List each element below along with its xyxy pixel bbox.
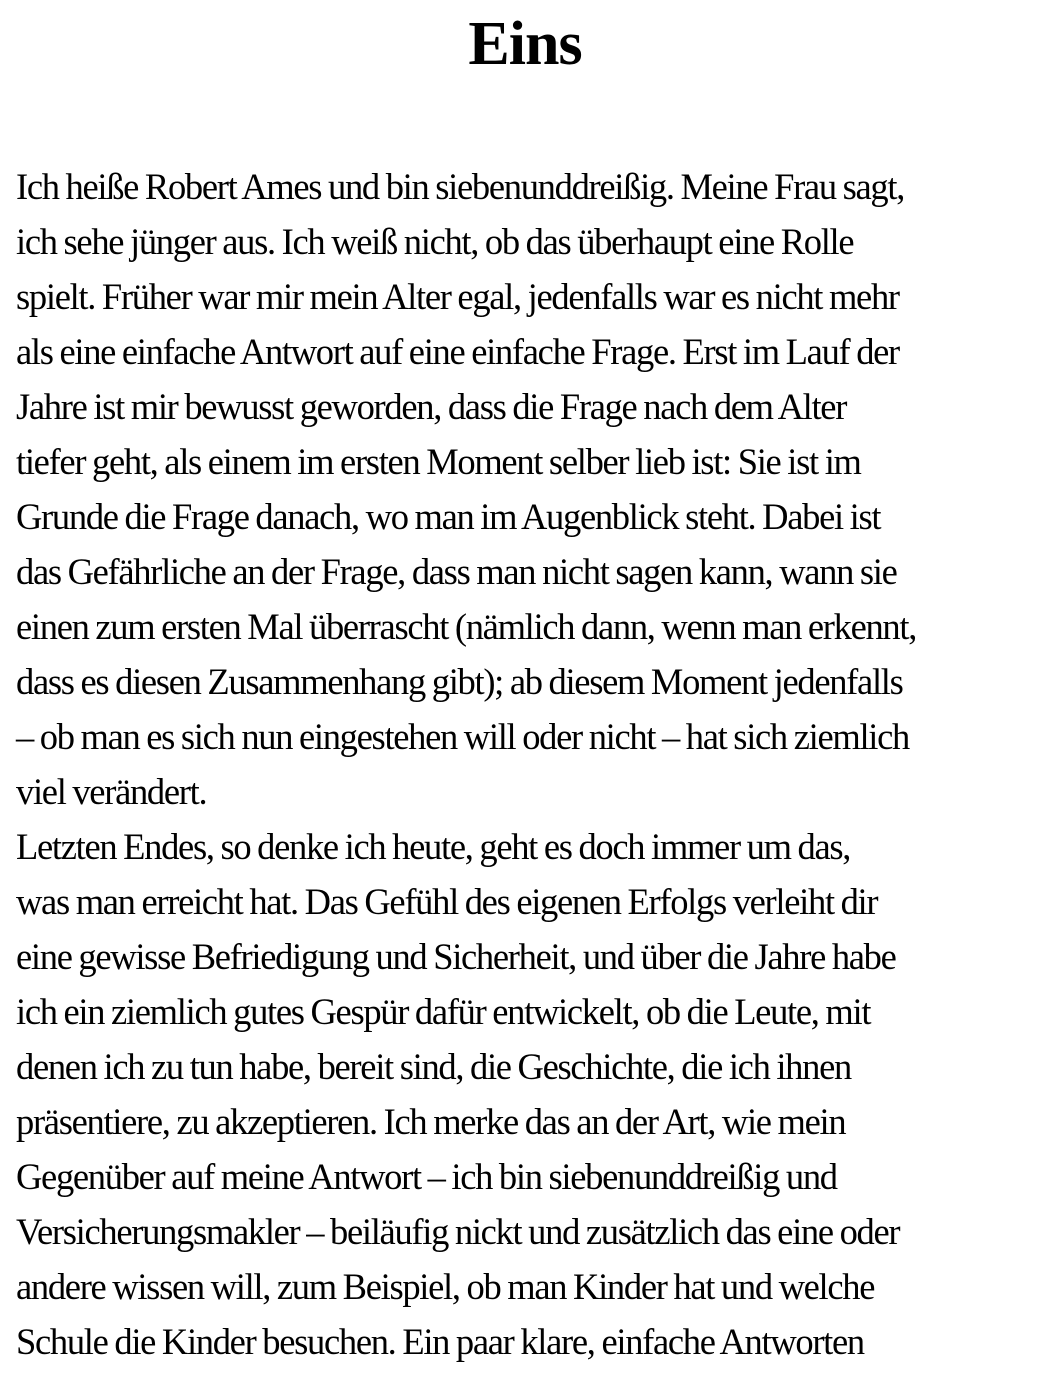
text-line: das Gefährliche an der Frage, dass man nicht sagen kann, wann sie — [16, 551, 897, 592]
text-line: Grunde die Frage danach, wo man im Augenblick steht. Dabei ist — [16, 496, 881, 537]
body-text — [16, 159, 1036, 1369]
text-line: was man erreicht hat. Das Gefühl des eigenen Erfolgs verleiht dir — [16, 881, 878, 922]
text-line: Ich heiße Robert Ames und bin siebenunddreißig. Meine Frau sagt, — [16, 166, 905, 207]
text-line: tiefer geht, als einem im ersten Moment selber lieb ist: Sie ist im — [16, 441, 861, 482]
text-line: eine gewisse Befriedigung und Sicherheit, und über die Jahre habe — [16, 936, 896, 977]
text-line: präsentiere, zu akzeptieren. Ich merke das an der Art, wie mein — [16, 1101, 846, 1142]
text-line: ich ein ziemlich gutes Gespür dafür entwickelt, ob die Leute, mit — [16, 991, 871, 1032]
text-line: einen zum ersten Mal überrascht (nämlich dann, wenn man erkennt, — [16, 606, 917, 647]
text-line: Gegenüber auf meine Antwort – ich bin siebenunddreißig und — [16, 1156, 837, 1197]
chapter-title: Eins — [468, 10, 582, 78]
text-line: viel verändert. — [16, 771, 207, 812]
text-line: dass es diesen Zusammenhang gibt); ab diesem Moment jedenfalls — [16, 661, 903, 702]
text-line: Letzten Endes, so denke ich heute, geht es doch immer um das, — [16, 826, 851, 867]
text-line: ich sehe jünger aus. Ich weiß nicht, ob das überhaupt eine Rolle — [16, 221, 854, 262]
text-line: – ob man es sich nun eingestehen will oder nicht – hat sich ziemlich — [16, 716, 909, 757]
text-line: spielt. Früher war mir mein Alter egal, jedenfalls war es nicht mehr — [16, 276, 899, 317]
text-line: Schule die Kinder besuchen. Ein paar klare, einfache Antworten — [16, 1321, 864, 1362]
text-line: als eine einfache Antwort auf eine einfache Frage. Erst im Lauf der — [16, 331, 899, 372]
text-line: andere wissen will, zum Beispiel, ob man Kinder hat und welche — [16, 1266, 875, 1307]
text-line: Versicherungsmakler – beiläufig nickt und zusätzlich das eine oder — [16, 1211, 900, 1252]
text-line: Jahre ist mir bewusst geworden, dass die Frage nach dem Alter — [16, 386, 847, 427]
text-line: denen ich zu tun habe, bereit sind, die Geschichte, die ich ihnen — [16, 1046, 851, 1087]
